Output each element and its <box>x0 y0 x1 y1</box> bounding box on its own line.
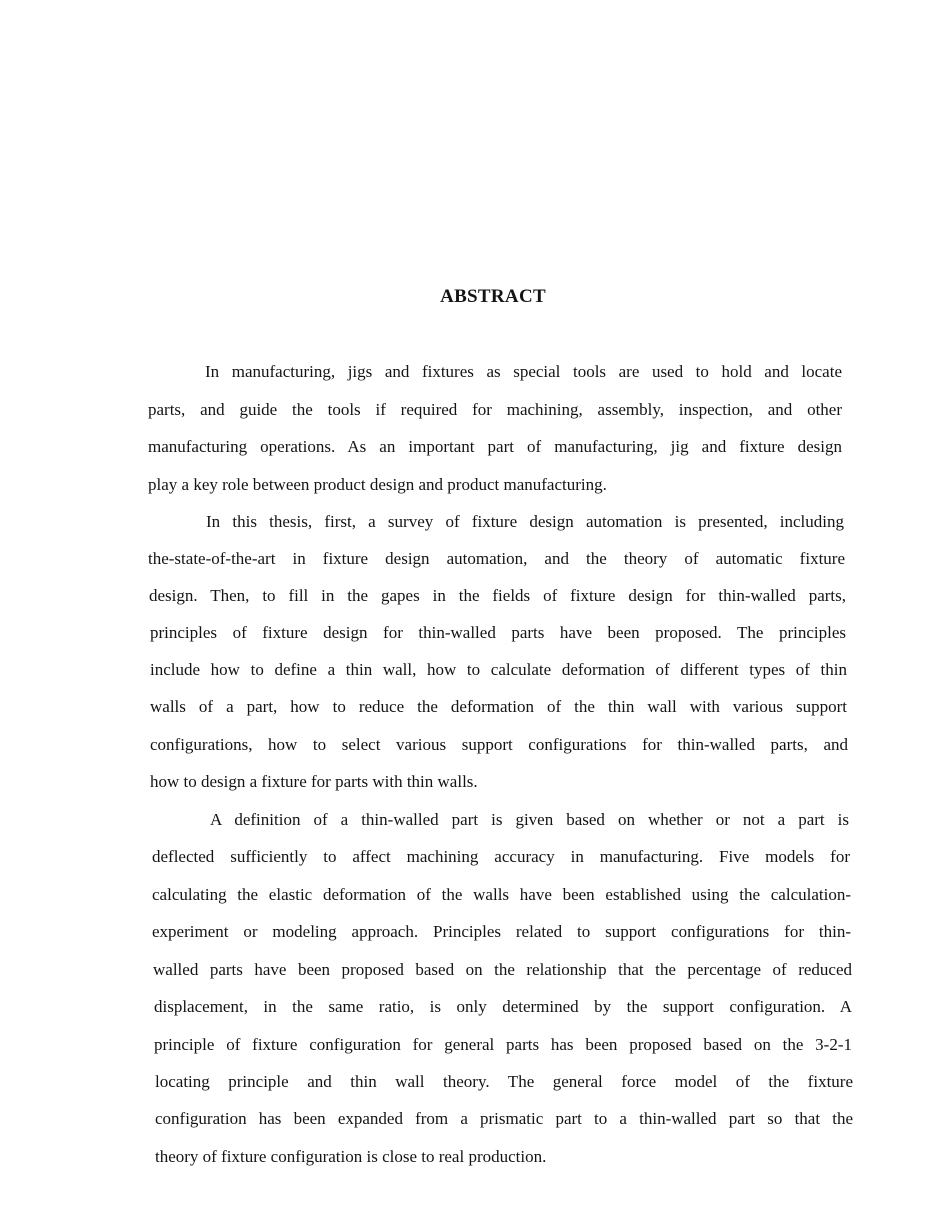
body-line: manufacturing operations. As an important part of manufacturing, jig and fixture design <box>148 437 842 456</box>
body-line: In manufacturing, jigs and fixtures as special tools are used to hold and locate <box>205 362 842 381</box>
body-line: the-state-of-the-art in fixture design automation, and the theory of automatic fixture <box>148 549 845 568</box>
body-line: configuration has been expanded from a prismatic part to a thin-walled part so that the <box>155 1109 853 1128</box>
body-line: walls of a part, how to reduce the deformation of the thin wall with various support <box>150 697 847 716</box>
abstract-heading: ABSTRACT <box>440 286 546 307</box>
body-line: experiment or modeling approach. Principles related to support configurations for thin- <box>152 922 851 941</box>
body-line: theory of fixture configuration is close to real production. <box>155 1147 547 1166</box>
body-line: play a key role between product design and product manufacturing. <box>148 475 607 494</box>
body-line: displacement, in the same ratio, is only determined by the support configuration. A <box>154 997 852 1016</box>
body-line: locating principle and thin wall theory. The general force model of the fixture <box>155 1072 853 1091</box>
body-line: design. Then, to fill in the gapes in the fields of fixture design for thin-walled parts, <box>149 586 846 605</box>
body-line: parts, and guide the tools if required for machining, assembly, inspection, and other <box>148 400 842 419</box>
body-line: A definition of a thin-walled part is given based on whether or not a part is <box>210 810 849 829</box>
body-line: walled parts have been proposed based on the relationship that the percentage of reduced <box>153 960 852 979</box>
body-line: how to design a fixture for parts with thin walls. <box>150 772 478 791</box>
body-line: deflected sufficiently to affect machining accuracy in manufacturing. Five models for <box>152 847 850 866</box>
body-line: include how to define a thin wall, how to calculate deformation of different types of thin <box>150 660 847 679</box>
body-line: configurations, how to select various support configurations for thin-walled parts, and <box>150 735 848 754</box>
body-line: calculating the elastic deformation of the walls have been established using the calculation- <box>152 885 851 904</box>
body-line: principle of fixture configuration for general parts has been proposed based on the 3-2-1 <box>154 1035 852 1054</box>
body-line: principles of fixture design for thin-walled parts have been proposed. The principles <box>150 623 846 642</box>
body-line: In this thesis, first, a survey of fixture design automation is presented, including <box>206 512 844 531</box>
